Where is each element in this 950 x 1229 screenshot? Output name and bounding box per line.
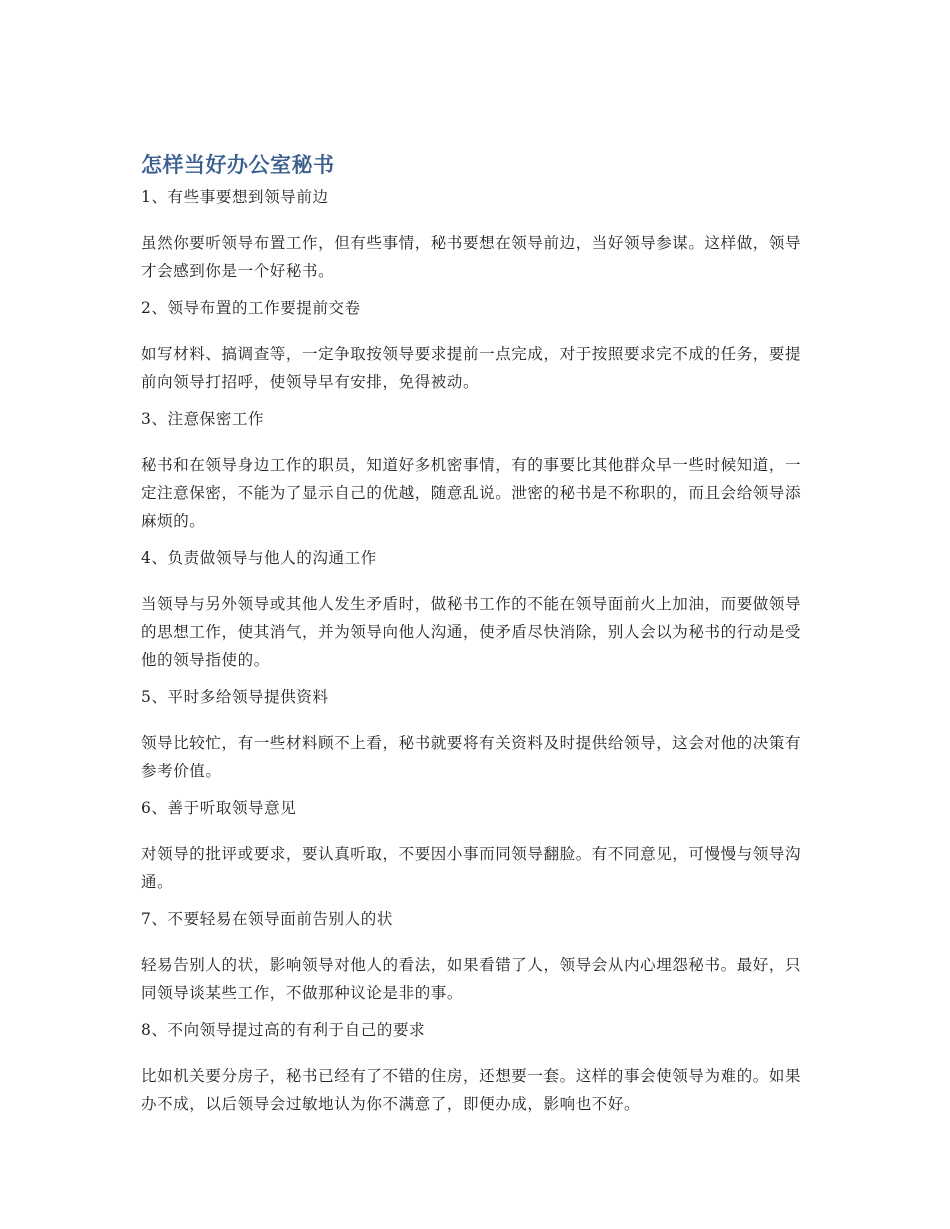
section-paragraph: 领导比较忙，有一些材料顾不上看，秘书就要将有关资料及时提供给领导，这会对他的决策有参考价值。 [141,734,802,780]
section-paragraph: 秘书和在领导身边工作的职员，知道好多机密事情，有的事要比其他群众早一些时候知道，一定注意保密，不能为了显示自己的优越，随意乱说。泄密的秘书是不称职的，而且会给领导添麻烦的。 [141,456,802,530]
section-paragraph: 当领导与另外领导或其他人发生矛盾时，做秘书工作的不能在领导面前火上加油，而要做领导的思想工作，使其消气，并为领导向他人沟通，使矛盾尽快消除，别人会以为秘书的行动是受他的领导指使的。 [141,595,802,669]
section-heading: 3、注意保密工作 [141,410,265,428]
section-paragraph: 对领导的批评或要求，要认真听取，不要因小事而同领导翻脸。有不同意见，可慢慢与领导沟通。 [141,845,802,891]
section-1 [141,186,811,285]
section-paragraph: 比如机关要分房子，秘书已经有了不错的住房，还想要一套。这样的事会使领导为难的。如果办不成，以后领导会过敏地认为你不满意了，即便办成，影响也不好。 [141,1067,802,1113]
section-heading: 8、不向领导提过高的有利于自己的要求 [141,1021,426,1039]
section-heading: 5、平时多给领导提供资料 [141,688,329,706]
section-heading: 4、负责做领导与他人的沟通工作 [141,549,377,567]
section-paragraph: 虽然你要听领导布置工作，但有些事情，秘书要想在领导前边，当好领导参谋。这样做，领导才会感到你是一个好秘书。 [141,234,802,280]
section-paragraph: 轻易告别人的状，影响领导对他人的看法，如果看错了人，领导会从内心埋怨秘书。最好，只同领导谈某些工作，不做那种议论是非的事。 [141,956,802,1002]
section-heading: 2、领导布置的工作要提前交卷 [141,299,361,317]
document-page [141,150,811,1130]
section-6 [141,797,811,896]
section-8 [141,1019,811,1118]
section-7 [141,908,811,1007]
section-2 [141,297,811,396]
section-heading: 6、善于听取领导意见 [141,799,297,817]
section-3 [141,408,811,535]
document-title: 怎样当好办公室秘书 [141,153,335,177]
section-5 [141,686,811,785]
section-heading: 1、有些事要想到领导前边 [141,188,329,206]
section-paragraph: 如写材料、搞调查等，一定争取按领导要求提前一点完成，对于按照要求完不成的任务，要提前向领导打招呼，使领导早有安排，免得被动。 [141,345,802,391]
section-4 [141,547,811,674]
section-heading: 7、不要轻易在领导面前告别人的状 [141,910,393,928]
